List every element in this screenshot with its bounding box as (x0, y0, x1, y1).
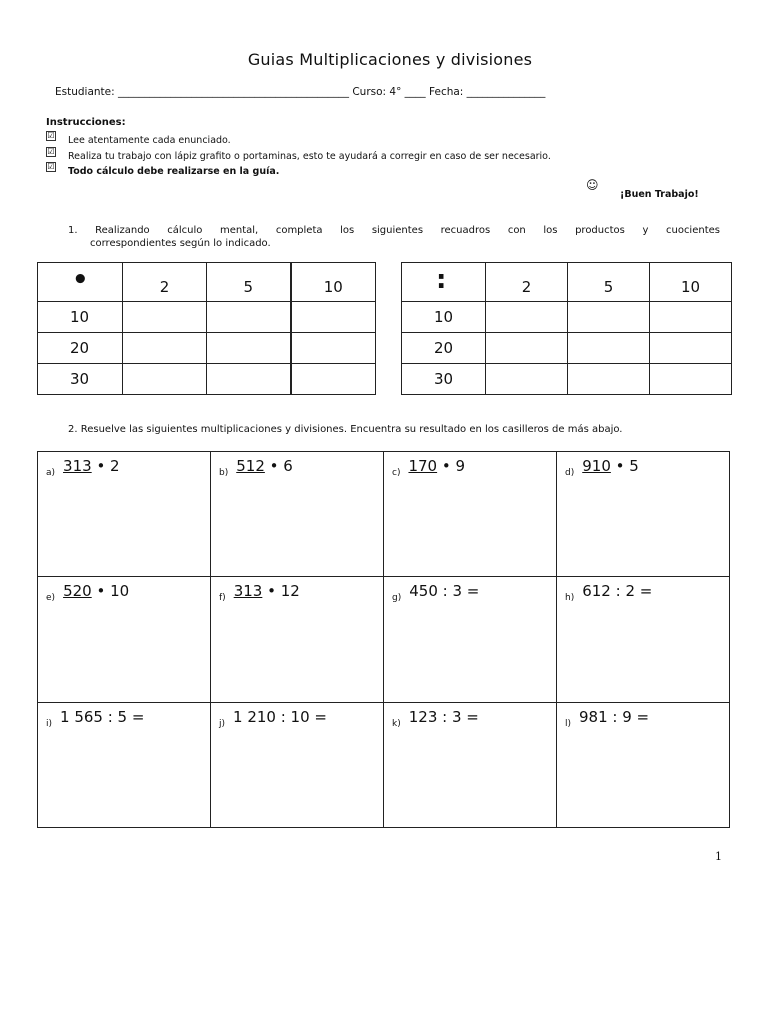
exercise-cell[interactable] (557, 577, 730, 702)
exercise-number: 512 (236, 457, 265, 475)
exercise-expression: 123 : 3 = (408, 707, 479, 726)
header-cell: 5 (568, 263, 650, 302)
exercise-number: 313 (63, 457, 92, 475)
instruction-text: Lee atentamente cada enunciado. (68, 135, 231, 146)
exercise-number: 520 (63, 582, 92, 601)
page-title: Guias Multiplicaciones y divisiones (247, 50, 533, 69)
answer-cell[interactable] (568, 302, 650, 333)
header-cell: 2 (486, 263, 568, 302)
exercise-cell[interactable] (384, 577, 557, 702)
instruction-item (46, 161, 280, 177)
question-1-text-cont: correspondientes según lo indicado. (90, 238, 271, 249)
exercise-cell[interactable] (557, 702, 730, 827)
row-header: 30 (402, 364, 486, 395)
exercise-letter: k) (392, 718, 401, 729)
answer-cell[interactable] (291, 333, 376, 364)
header-cell: 2 (123, 263, 207, 302)
smiley-icon: ☺ (586, 178, 599, 192)
checkbox-icon: ☑ (47, 146, 55, 156)
exercise-letter: l) (565, 718, 572, 729)
exercise-letter: j) (219, 718, 226, 729)
exercise-expression: 612 : 2 = (582, 582, 653, 601)
question-1-text: 1. Realizando cálculo mental, completa los siguientes recuadros con los productos y cuocientes (68, 225, 720, 236)
student-info-line: Estudiante: ____________________________________________ Curso: 4° ____ Fecha: _______________ (55, 86, 546, 98)
exercise-letter: f) (219, 593, 226, 604)
instruction-text: Todo cálculo debe realizarse en la guía. (68, 166, 280, 177)
exercise-number: 313 (233, 582, 263, 601)
answer-cell[interactable] (486, 302, 568, 333)
answer-cell[interactable] (486, 333, 568, 364)
exercise-cell[interactable] (211, 452, 384, 577)
header-cell: 10 (291, 263, 376, 302)
row-header: 10 (402, 302, 486, 333)
instructions-title: Instrucciones: (46, 117, 126, 128)
answer-cell[interactable] (650, 333, 732, 364)
answer-cell[interactable] (291, 364, 376, 395)
exercise-cell[interactable] (557, 452, 730, 577)
answer-cell[interactable] (568, 333, 650, 364)
exercise-expression: 1 565 : 5 = (60, 707, 145, 726)
exercise-letter: b) (219, 468, 229, 478)
exercise-letter: h) (565, 593, 575, 604)
division-table (401, 262, 732, 395)
answer-cell[interactable] (568, 364, 650, 395)
exercise-number: 170 (408, 457, 438, 475)
answer-cell[interactable] (207, 364, 291, 395)
exercise-expression: 981 : 9 = (579, 707, 650, 726)
exercise-letter: i) (46, 718, 53, 729)
exercise-expression: 1 210 : 10 = (233, 707, 327, 726)
checkbox-icon: ☑ (47, 161, 55, 171)
multiply-operator: • (38, 263, 123, 302)
answer-cell[interactable] (291, 302, 376, 333)
exercise-expression: • 10 (91, 582, 130, 601)
exercise-cell[interactable] (38, 452, 211, 577)
question-2-text: 2. Resuelve las siguientes multiplicaciones y divisiones. Encuentra su resultado en los casilleros de más abajo. (68, 424, 623, 435)
encouragement-text: ¡Buen Trabajo! (620, 189, 699, 200)
exercise-cell[interactable] (384, 702, 557, 827)
exercise-letter: d) (565, 468, 575, 478)
row-header: 10 (38, 302, 123, 333)
exercise-cell[interactable] (38, 577, 211, 702)
answer-cell[interactable] (123, 364, 207, 395)
answer-cell[interactable] (650, 302, 732, 333)
exercise-expression: 450 : 3 = (409, 582, 480, 601)
row-header: 20 (402, 333, 486, 364)
exercise-letter: e) (46, 593, 56, 604)
answer-cell[interactable] (650, 364, 732, 395)
instruction-item (46, 146, 551, 162)
row-header: 20 (38, 333, 123, 364)
exercise-number: 910 (582, 457, 611, 475)
exercise-expression: • 9 (437, 457, 466, 475)
answer-cell[interactable] (123, 302, 207, 333)
exercise-expression: • 12 (262, 582, 300, 601)
exercise-grid (37, 451, 730, 828)
answer-cell[interactable] (207, 302, 291, 333)
exercise-letter: a) (46, 468, 56, 478)
answer-cell[interactable] (123, 333, 207, 364)
exercise-cell[interactable] (211, 702, 384, 827)
exercise-cell[interactable] (211, 577, 384, 702)
instruction-text: Realiza tu trabajo con lápiz grafito o portaminas, esto te ayudará a corregir en caso de ser necesario. (68, 151, 551, 162)
exercise-expression: • 6 (264, 457, 293, 475)
header-cell: 5 (207, 263, 291, 302)
exercise-cell[interactable] (38, 702, 211, 827)
header-cell: 10 (650, 263, 732, 302)
exercise-letter: g) (392, 593, 402, 604)
exercise-letter: c) (392, 468, 401, 478)
exercise-expression: • 5 (610, 457, 639, 475)
row-header: 30 (38, 364, 123, 395)
page-number: 1 (715, 850, 722, 863)
exercise-cell[interactable] (384, 452, 557, 577)
multiplication-table (37, 262, 376, 395)
answer-cell[interactable] (486, 364, 568, 395)
instruction-item (46, 130, 231, 146)
exercise-expression: • 2 (91, 457, 120, 475)
checkbox-icon: ☑ (47, 130, 55, 140)
divide-operator: : (402, 263, 486, 302)
answer-cell[interactable] (207, 333, 291, 364)
